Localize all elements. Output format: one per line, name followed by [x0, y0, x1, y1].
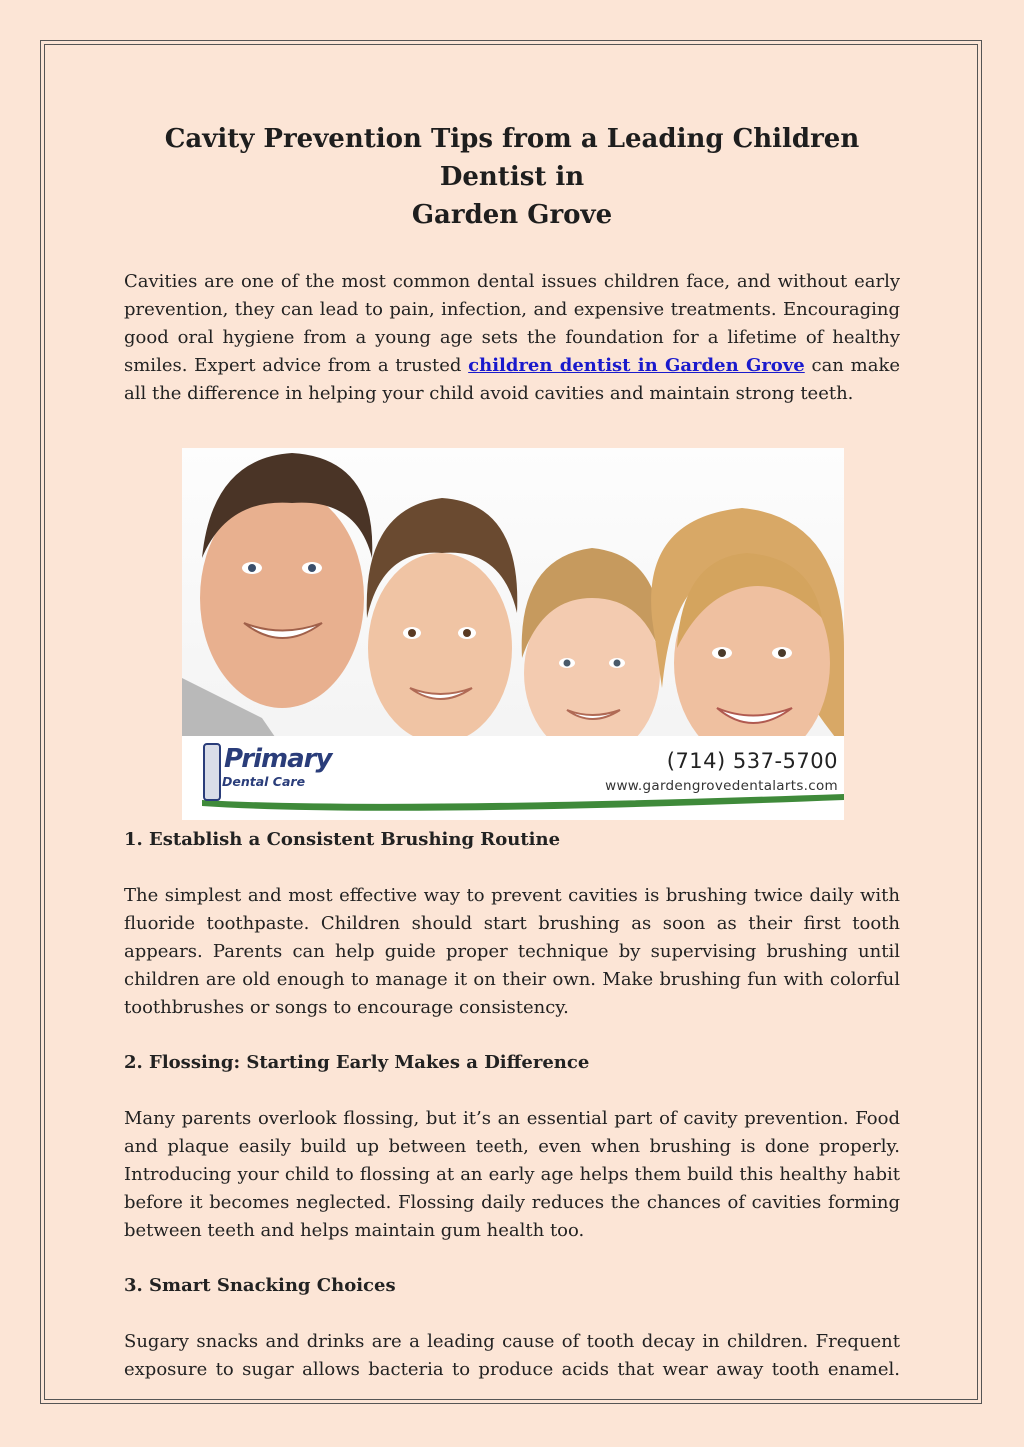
title-line-2: Garden Grove — [411, 200, 613, 230]
section-2-body: Many parents overlook flossing, but it’s an essential part of cavity prevention. Food and plaque easily build up between teeth, even when brushing is done properly. Introducing your child to flossing at an early age helps them build this healthy habit before it becomes neglected. Flossing daily reduces the chances of cavities forming between teeth and helps maintain gum health too. — [124, 1108, 900, 1241]
logo-text: Primary — [224, 744, 332, 774]
page-title — [124, 120, 900, 234]
article — [124, 120, 900, 1384]
section-3-heading: 3. Smart Snacking Choices — [124, 1275, 396, 1296]
website-url: www.gardengrovedentalarts.com — [605, 778, 838, 794]
phone-number: (714) 537-5700 — [666, 749, 838, 773]
section-1-body: The simplest and most effective way to prevent cavities is brushing twice daily with fluoride toothpaste. Children should start brushing as soon as their first tooth appears. Parents can help guide proper technique by supervising brushing until children are old enough to manage it on their own. Make brushing fun with colorful toothbrushes or songs to encourage consistency. — [124, 885, 900, 1018]
intro-text-before: Cavities are one of the most common dental issues children face, and without early prevention, they can lead to pain, infection, and expensive treatments. Encouraging good oral hygiene from a young age sets the foundation for a lifetime of healthy smiles. Expert advice from a trusted — [124, 271, 900, 376]
section-2-heading: 2. Flossing: Starting Early Makes a Difference — [124, 1052, 590, 1073]
section-1-heading: 1. Establish a Consistent Brushing Routine — [124, 829, 561, 850]
intro-paragraph — [124, 268, 900, 408]
logo-subtext: Dental Care — [222, 774, 306, 789]
children-dentist-link[interactable]: children dentist in Garden Grove — [468, 355, 805, 376]
title-line-1: Cavity Prevention Tips from a Leading Children Dentist in — [164, 124, 860, 192]
intro-text-after: can make all the difference in helping your child avoid cavities and maintain strong teeth. — [124, 355, 900, 404]
section-3-body: Sugary snacks and drinks are a leading cause of tooth decay in children. Frequent exposure to sugar allows bacteria to produce acids that wear away tooth enamel. — [124, 1331, 900, 1380]
family-photo — [182, 448, 844, 820]
